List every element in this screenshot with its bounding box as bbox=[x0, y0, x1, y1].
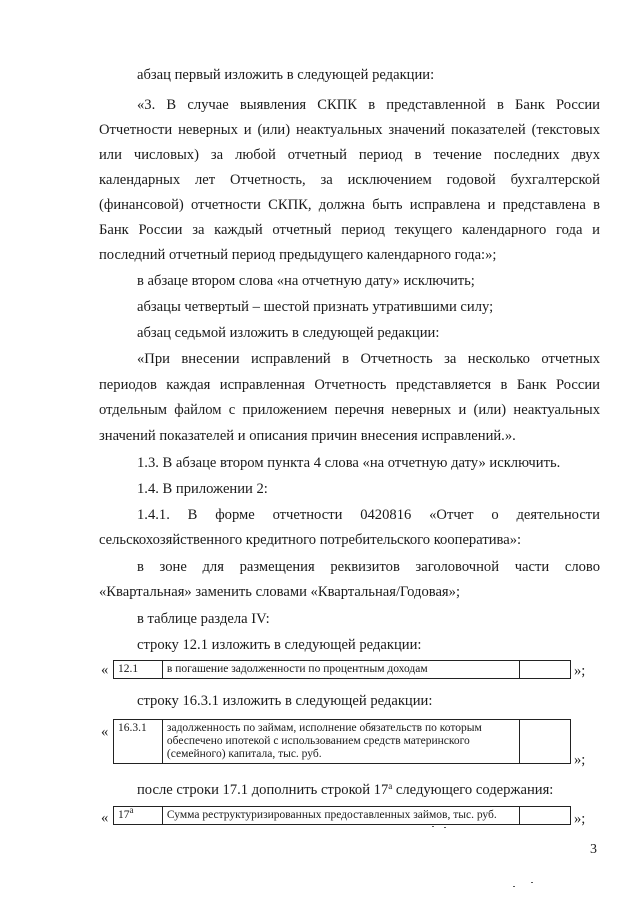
scan-speck bbox=[513, 886, 515, 887]
paragraph-line: абзац седьмой изложить в следующей редакции: bbox=[137, 325, 440, 341]
paragraph-line: строку 16.3.1 изложить в следующей редакции: bbox=[137, 693, 433, 709]
empty-value-cell bbox=[519, 720, 570, 764]
paragraph-line: строку 12.1 изложить в следующей редакции: bbox=[137, 637, 422, 653]
paragraph-line: в абзаце втором слова «на отчетную дату» исключить; bbox=[137, 273, 475, 289]
paragraph-line: или числовых) за любой отчетный период в течение последних двух bbox=[99, 147, 600, 163]
paragraph-line: абзац первый изложить в следующей редакции: bbox=[137, 67, 435, 83]
table-row-17a bbox=[113, 806, 571, 825]
scan-speck bbox=[444, 827, 446, 828]
row-text-cell bbox=[162, 720, 519, 764]
paragraph-line: отдельным файлом с приложением перечня неверных и (или) неактуальных bbox=[99, 402, 600, 418]
paragraph-line: «Квартальная» заменить словами «Квартальная/Годовая»; bbox=[99, 584, 460, 600]
scan-speck bbox=[531, 882, 533, 883]
empty-value-cell bbox=[519, 807, 570, 825]
row-text-line: (семейного) капитала, тыс. руб. bbox=[166, 748, 322, 760]
paragraph-line: «При внесении исправлений в Отчетность за несколько отчетных bbox=[137, 351, 600, 367]
table-row-16-3-1 bbox=[113, 719, 571, 764]
paragraph-line: периодов каждая исправленная Отчетность представляется в Банк России bbox=[99, 377, 600, 393]
paragraph-text: после строки 17.1 дополнить строкой 17 bbox=[137, 782, 389, 798]
superscript: а bbox=[129, 805, 134, 815]
paragraph-line: абзацы четвертый – шестой признать утратившими силу; bbox=[137, 299, 494, 315]
scan-speck bbox=[432, 826, 434, 827]
close-quote: »; bbox=[574, 811, 586, 827]
close-quote: »; bbox=[574, 752, 586, 768]
paragraph-line: Отчетности неверных и (или) неактуальных значений показателей (текстовых bbox=[99, 122, 600, 138]
row-number: 17 bbox=[118, 809, 130, 821]
paragraph-line: 1.4. В приложении 2: bbox=[137, 481, 268, 497]
open-quote: « bbox=[101, 662, 109, 678]
open-quote: « bbox=[101, 810, 109, 826]
paragraph-line: в зоне для размещения реквизитов заголовочной части слово bbox=[137, 559, 600, 575]
row-text-cell: в погашение задолженности по процентным доходам bbox=[162, 661, 519, 679]
paragraph-line: (финансовой) отчетности СКПК, должна быть исправлена и представлена в bbox=[99, 197, 600, 213]
paragraph-text: следующего содержания: bbox=[392, 782, 554, 798]
row-text-cell: Сумма реструктуризированных предоставленных займов, тыс. руб. bbox=[162, 807, 519, 825]
paragraph-line: в таблице раздела IV: bbox=[137, 611, 270, 627]
close-quote: »; bbox=[574, 663, 586, 679]
paragraph-line: 1.4.1. В форме отчетности 0420816 «Отчет о деятельности bbox=[137, 507, 600, 523]
page-number: 3 bbox=[590, 842, 597, 857]
row-number-cell: 16.3.1 bbox=[114, 720, 163, 764]
paragraph-line: 1.3. В абзаце втором пункта 4 слова «на отчетную дату» исключить. bbox=[137, 455, 561, 471]
row-text-line: задолженность по займам, исполнение обязательств по которым bbox=[166, 722, 482, 734]
paragraph-line: «3. В случае выявления СКПК в представленной в Банк России bbox=[137, 97, 600, 113]
paragraph-line bbox=[137, 781, 553, 799]
row-number-cell bbox=[114, 807, 163, 825]
open-quote: « bbox=[101, 724, 109, 740]
paragraph-line: Банк России за каждый отчетный период текущего календарного года и bbox=[99, 222, 600, 238]
row-number-cell: 12.1 bbox=[114, 661, 163, 679]
paragraph-line: последний отчетный период предыдущего календарного года:»; bbox=[99, 247, 497, 263]
paragraph-line: сельскохозяйственного кредитного потребительского кооператива»: bbox=[99, 532, 522, 548]
empty-value-cell bbox=[519, 661, 570, 679]
row-text-line: обеспечено ипотекой с использованием средств материнского bbox=[166, 735, 470, 747]
superscript: а bbox=[388, 781, 393, 791]
table-row-12-1 bbox=[113, 660, 571, 679]
paragraph-line: значений показателей и описания причин внесения исправлений.». bbox=[99, 428, 516, 444]
paragraph-line: календарных лет Отчетность, за исключением годовой бухгалтерской bbox=[99, 172, 600, 188]
